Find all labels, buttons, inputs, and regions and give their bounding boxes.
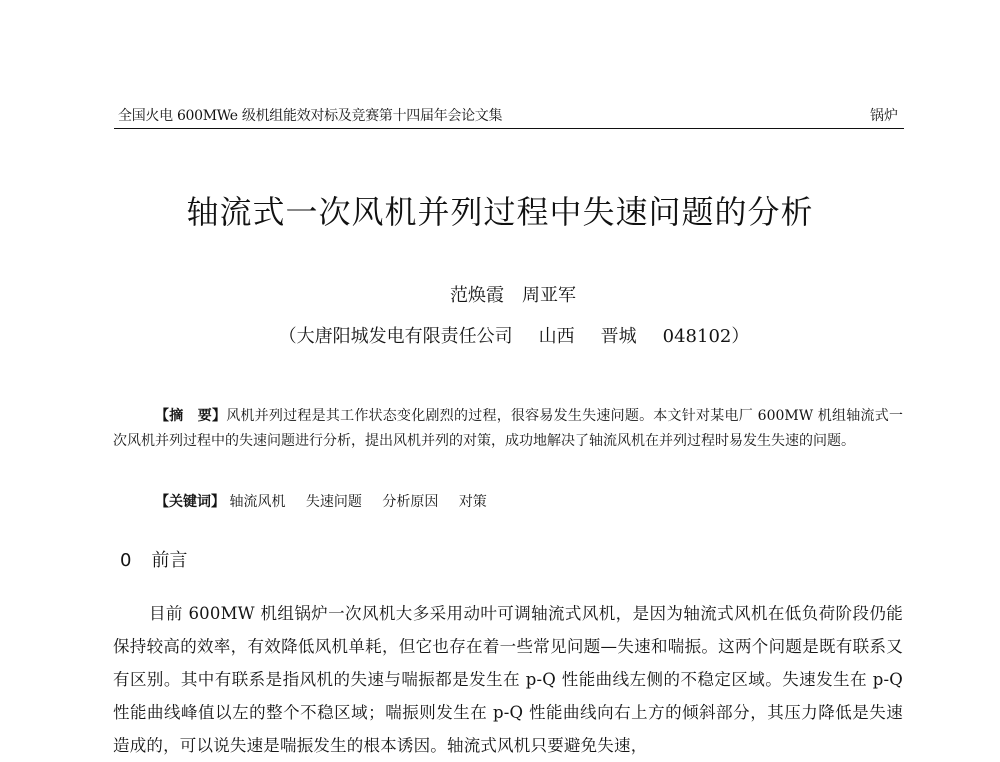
affiliation-postcode: 048102 [662, 326, 732, 347]
affiliation-organization: 大唐阳城发电有限责任公司 [296, 326, 513, 347]
authors [0, 284, 1000, 308]
running-head [114, 106, 904, 129]
keyword: 分析原因 [382, 494, 439, 510]
keyword: 对策 [458, 494, 487, 510]
section-number: 0 [120, 550, 132, 571]
abstract [113, 404, 903, 454]
keyword: 失速问题 [305, 494, 362, 510]
affiliation-city: 晋城 [600, 326, 637, 347]
section-title: 前言 [151, 550, 188, 571]
author-name: 周亚军 [522, 285, 576, 306]
running-head-section: 锅炉 [870, 108, 898, 124]
section-heading [120, 548, 187, 574]
keywords-label: 【关键词】 [155, 494, 225, 510]
affiliation-open-paren: （ [278, 326, 297, 347]
keywords [155, 490, 895, 514]
author-name: 范焕霞 [450, 285, 504, 306]
abstract-label: 【摘 要】 [155, 408, 227, 424]
paper-title: 轴流式一次风机并列过程中失速问题的分析 [186, 193, 814, 231]
keyword: 轴流风机 [229, 494, 286, 510]
affiliation [0, 324, 1000, 350]
abstract-text: 风机并列过程是其工作状态变化剧烈的过程，很容易发生失速问题。本文针对某电厂 600MW 机组轴流式一次风机并列过程中的失速问题进行分析，提出风机并列的对策，成功地解决了轴流风机在并列过程时易发生失速的问题。 [113, 408, 903, 449]
affiliation-province: 山西 [538, 326, 575, 347]
body-paragraph: 目前 600MW 机组锅炉一次风机大多采用动叶可调轴流式风机，是因为轴流式风机在低负荷阶段仍能保持较高的效率，有效降低风机单耗，但它也存在着一些常见问题—失速和喘振。这两个问题是既有联系又有区别。其中有联系是指风机的失速与喘振都是发生在 p-Q 性能曲线左侧的不稳定区域。失速发生在 p-Q 性能曲线峰值以左的整个不稳区域；喘振则发生在 p-Q 性能曲线向右上方的倾斜部分，其压力降低是失速造成的，可以说失速是喘振发生的根本诱因。轴流式风机只要避免失速， [113, 604, 903, 755]
running-head-proceedings: 全国火电 600MWe 级机组能效对标及竞赛第十四届年会论文集 [118, 108, 503, 124]
affiliation-close-paren: ） [731, 326, 750, 347]
